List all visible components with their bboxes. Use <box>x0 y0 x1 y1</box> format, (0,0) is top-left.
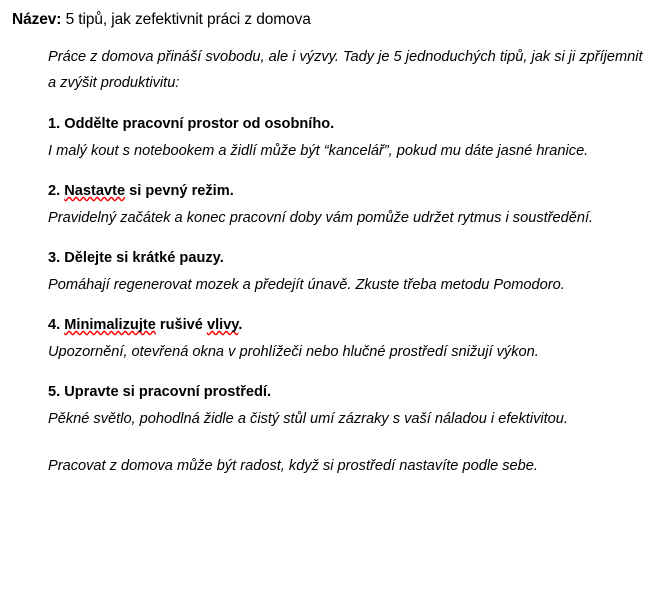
tip-heading <box>48 112 644 138</box>
tip-item <box>48 380 644 432</box>
misspelled-word[interactable]: Nastavte <box>64 183 126 199</box>
tip-body: Pomáhají regenerovat mozek a předejít únavě. Zkuste třeba metodu Pomodoro. <box>48 276 565 293</box>
document-body <box>48 45 644 480</box>
tip-body: Upozornění, otevřená okna v prohlížeči nebo hlučné prostředí snižují výkon. <box>48 343 539 360</box>
tip-heading-suffix: . <box>238 317 243 333</box>
tip-heading-text: rušivé <box>155 317 207 333</box>
misspelled-word[interactable]: Minimalizujte <box>64 317 156 333</box>
tip-number: 5. <box>48 384 65 400</box>
tip-heading-text: Dělejte si krátké pauzy. <box>64 250 224 266</box>
tip-heading <box>48 179 644 205</box>
tip-body: I malý kout s notebookem a židlí může být “kancelář”, pokud mu dáte jasné hranice. <box>48 142 589 159</box>
tip-body: Pravidelný začátek a konec pracovní doby vám pomůže udržet rytmus i soustředění. <box>48 209 594 226</box>
title-label: Název: <box>12 11 62 28</box>
tip-number: 3. <box>48 250 65 266</box>
title-value: 5 tipů, jak zefektivnit práci z domova <box>61 11 311 28</box>
tip-heading <box>48 313 644 339</box>
tip-heading-text: Oddělte pracovní prostor od osobního. <box>64 116 335 132</box>
tip-body: Pěkné světlo, pohodlná židle a čistý stůl umí zázraky s vaší náladou i efektivitou. <box>48 410 568 427</box>
tip-heading <box>48 246 644 272</box>
outro-paragraph: Pracovat z domova může být radost, když si prostředí nastavíte podle sebe. <box>48 458 538 474</box>
tip-heading-text: si pevný režim. <box>125 183 234 199</box>
page-title <box>12 9 653 31</box>
tip-item <box>48 313 644 365</box>
tip-item <box>48 112 644 164</box>
tip-heading-text: Upravte si pracovní prostředí. <box>64 384 272 400</box>
misspelled-word-secondary[interactable]: vlivy <box>206 317 239 333</box>
intro-paragraph: Práce z domova přináší svobodu, ale i výzvy. Tady je 5 jednoduchých tipů, jak si ji zpříjemnit a zvýšit produktivitu: <box>48 49 643 91</box>
tip-number: 4. <box>48 317 65 333</box>
tip-number: 2. <box>48 183 65 199</box>
tip-item <box>48 246 644 298</box>
tip-number: 1. <box>48 116 65 132</box>
tip-heading <box>48 380 644 406</box>
tip-item <box>48 179 644 231</box>
